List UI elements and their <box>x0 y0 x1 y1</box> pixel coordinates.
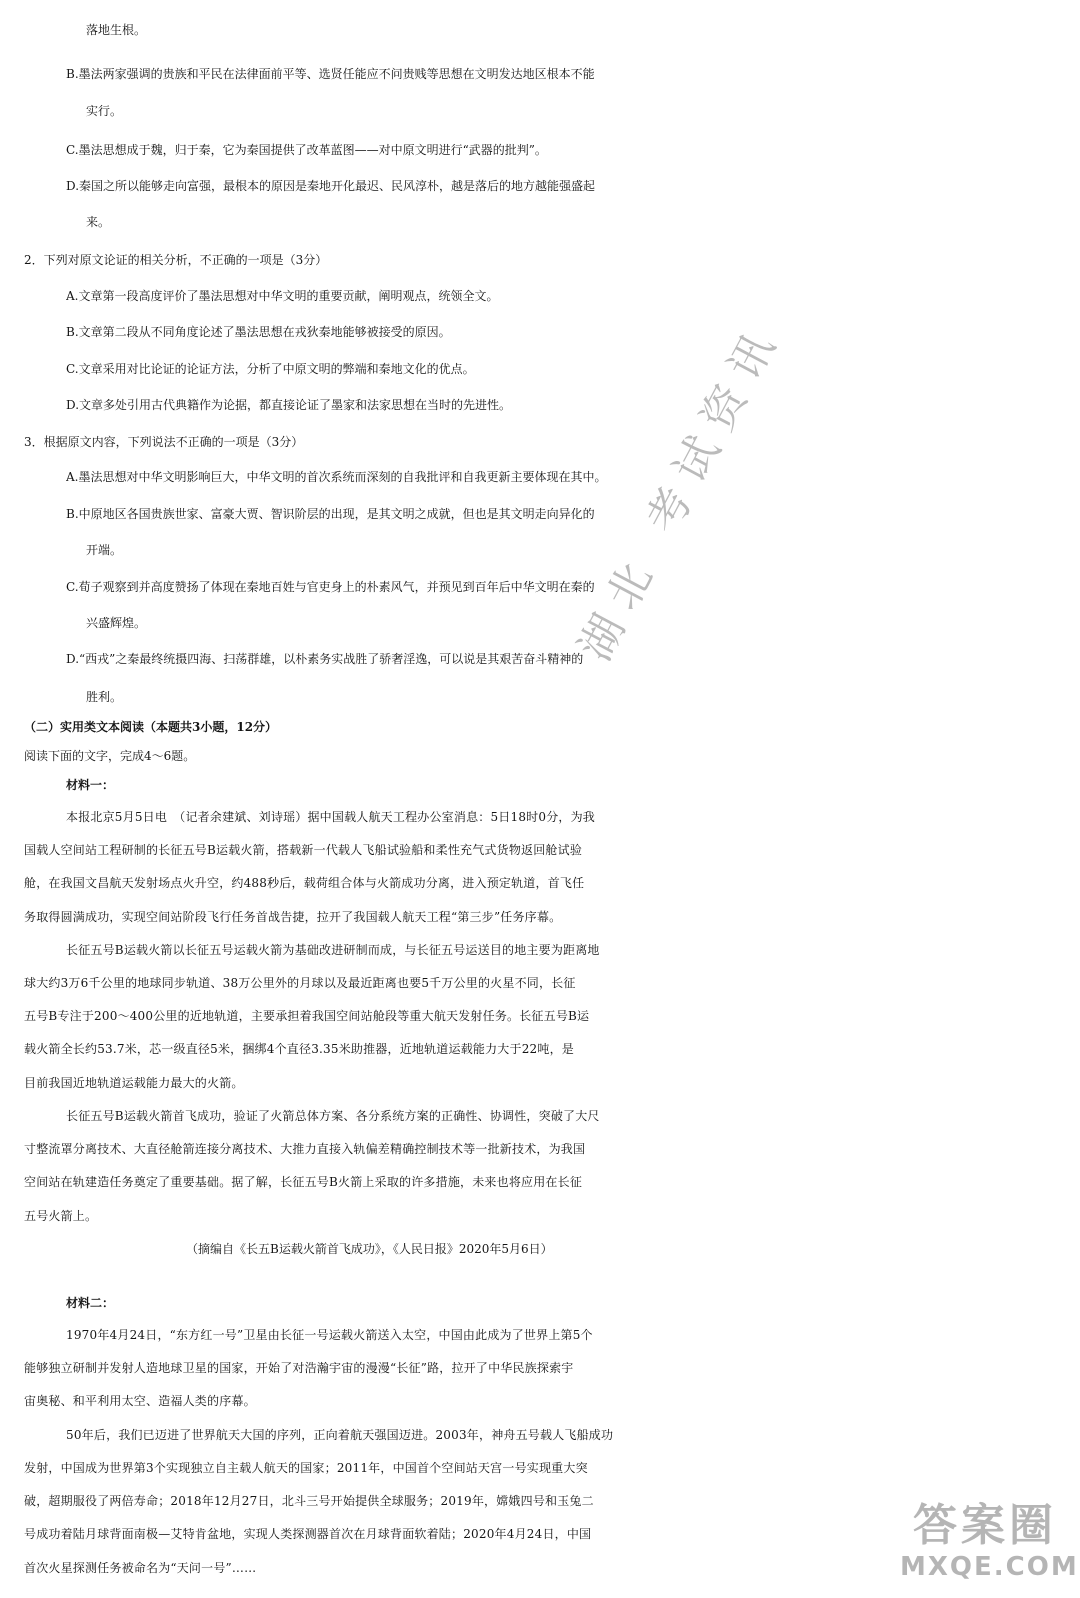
paragraph-line: 能够独立研制并发射人造地球卫星的国家，开始了对浩瀚宇宙的漫漫“长征”路，拉开了中华民族探索宇 <box>24 1361 574 1375</box>
text-line: 来。 <box>86 215 111 229</box>
text-line: 胜利。 <box>86 690 123 704</box>
paragraph-line: 寸整流罩分离技术、大直径舱箭连接分离技术、大推力直接入轨偏差精确控制技术等一批新技术，为我国 <box>24 1142 586 1156</box>
paragraph-line: 舱，在我国文昌航天发射场点火升空，约488秒后，载荷组合体与火箭成功分离，进入预定轨道，首飞任 <box>24 876 585 890</box>
option-d: D.秦国之所以能够走向富强，最根本的原因是秦地开化最迟、民风淳朴，越是落后的地方越能强盛起 <box>66 179 596 193</box>
question-3: 3．根据原文内容，下列说法不正确的一项是（3分） <box>24 435 304 449</box>
paragraph-line: 五号B专注于200～400公里的近地轨道，主要承担着我国空间站舱段等重大航天发射任务。长征五号B运 <box>24 1009 590 1023</box>
option-c: C.墨法思想成于魏，归于秦，它为秦国提供了改革蓝图——对中原文明进行“武器的批判”。 <box>66 143 547 157</box>
paragraph-line: 发射，中国成为世界第3个实现独立自主载人航天的国家；2011年，中国首个空间站天宫一号实现重大突 <box>24 1461 588 1475</box>
paragraph-line: 目前我国近地轨道运载能力最大的火箭。 <box>24 1076 244 1090</box>
paragraph-line: 宙奥秘、和平利用太空、造福人类的序幕。 <box>24 1394 256 1408</box>
paragraph-line: 国载人空间站工程研制的长征五号B运载火箭，搭载新一代载人飞船试验船和柔性充气式货物返回舱试验 <box>24 843 583 857</box>
paragraph-line: 本报北京5月5日电 （记者余建斌、刘诗瑶）据中国载人航天工程办公室消息：5日18时0分，为我 <box>66 810 596 824</box>
paragraph-line: 首次火星探测任务被命名为“天问一号”…… <box>24 1561 257 1575</box>
paragraph-line: 50年后，我们已迈进了世界航天大国的序列，正向着航天强国迈进。2003年，神舟五号载人飞船成功 <box>66 1428 614 1442</box>
paragraph-line: 务取得圆满成功，实现空间站阶段飞行任务首战告捷，拉开了我国载人航天工程“第三步”任务序幕。 <box>24 910 562 924</box>
option-b: B.中原地区各国贵族世家、富豪大贾、智识阶层的出现，是其文明之成就，但也是其文明走向异化的 <box>66 507 595 521</box>
logo-chinese-text: 答案圈 <box>913 1500 1057 1551</box>
option-a: A.墨法思想对中华文明影响巨大，中华文明的首次系统而深刻的自我批评和自我更新主要体现在其中。 <box>66 470 607 484</box>
source-citation: （摘编自《长五B运载火箭首飞成功》，《人民日报》2020年5月6日） <box>186 1242 553 1256</box>
text-line: 开端。 <box>86 543 123 557</box>
paragraph-line: 长征五号B运载火箭首飞成功，验证了火箭总体方案、各分系统方案的正确性、协调性，突破了大尺 <box>66 1109 600 1123</box>
paragraph-line: 1970年4月24日，“东方红一号”卫星由长征一号运载火箭送入太空，中国由此成为了世界上第5个 <box>66 1328 593 1342</box>
option-a: A.文章第一段高度评价了墨法思想对中华文明的重要贡献，阐明观点，统领全文。 <box>66 289 499 303</box>
material-two-heading: 材料二： <box>66 1296 115 1310</box>
paragraph-line: 载火箭全长约53.7米，芯一级直径5米，捆绑4个直径3.35米助推器，近地轨道运载能力大于22吨，是 <box>24 1042 574 1056</box>
paragraph-line: 空间站在轨建造任务奠定了重要基础。据了解，长征五号B火箭上采取的许多措施，未来也将应用在长征 <box>24 1175 583 1189</box>
paragraph-line: 五号火箭上。 <box>24 1209 98 1223</box>
paragraph-line: 号成功着陆月球背面南极—艾特肯盆地，实现人类探测器首次在月球背面软着陆；2020年4月24日，中国 <box>24 1527 592 1541</box>
paragraph-line: 破，超期服役了两倍寿命；2018年12月27日，北斗三号开始提供全球服务；2019年，嫦娥四号和玉兔二 <box>24 1494 594 1508</box>
paragraph-line: 长征五号B运载火箭以长征五号运载火箭为基础改进研制而成，与长征五号运送目的地主要为距离地 <box>66 943 600 957</box>
text-line: 落地生根。 <box>86 23 147 37</box>
option-b: B.文章第二段从不同角度论述了墨法思想在戎狄秦地能够被接受的原因。 <box>66 325 451 339</box>
text-line: 实行。 <box>86 104 123 118</box>
diagonal-watermark: 湖北 考试资讯 <box>569 313 792 670</box>
reading-instruction: 阅读下面的文字，完成4～6题。 <box>24 749 196 763</box>
material-one-heading: 材料一： <box>66 778 115 792</box>
option-d: D.文章多处引用古代典籍作为论据，都直接论证了墨家和法家思想在当时的先进性。 <box>66 398 512 412</box>
option-b: B.墨法两家强调的贵族和平民在法律面前平等、选贤任能应不问贵贱等思想在文明发达地区根本不能 <box>66 67 595 81</box>
question-2: 2．下列对原文论证的相关分析，不正确的一项是（3分） <box>24 253 328 267</box>
option-c: C.荀子观察到并高度赞扬了体现在秦地百姓与官吏身上的朴素风气，并预见到百年后中华文明在秦的 <box>66 580 595 594</box>
site-logo-watermark <box>900 1500 1079 1590</box>
section-heading: （二）实用类文本阅读（本题共3小题，12分） <box>24 720 278 734</box>
option-d: D.“西戎”之秦最终统摄四海、扫荡群雄，以朴素务实战胜了骄奢淫逸，可以说是其艰苦奋斗精神的 <box>66 652 584 666</box>
paragraph-line: 球大约3万6千公里的地球同步轨道、38万公里外的月球以及最近距离也要5千万公里的火星不同，长征 <box>24 976 576 990</box>
option-c: C.文章采用对比论证的论证方法，分析了中原文明的弊端和秦地文化的优点。 <box>66 362 475 376</box>
logo-domain-text: MXQE.COM <box>900 1552 1079 1582</box>
text-line: 兴盛辉煌。 <box>86 616 147 630</box>
